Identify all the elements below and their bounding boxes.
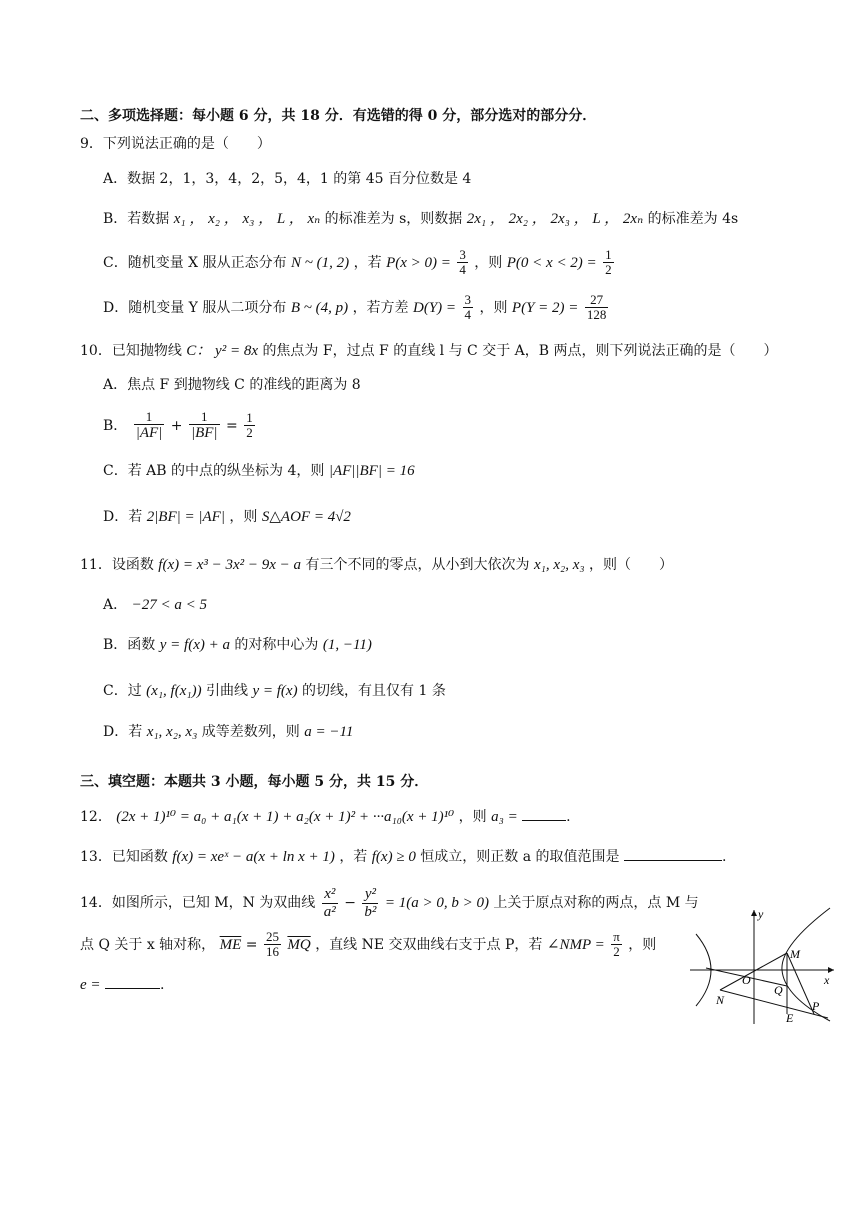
q9-option-c: C．随机变量 X 服从正态分布 N ~ (1, 2) ，若 P(x > 0) = $\frac{3}{4}$ ，则 P(0 < x < 2) = $\frac{1}{2}$ [103,247,612,278]
label-p: P [812,999,820,1013]
q9-option-b: B．若数据 x₁ ， x₂ ， x₃ ， L ， xₙ 的标准差为 s，则数据 2x₁ ， 2x₂ ， 2x₃ ， L ， 2xₙ 的标准差为 4s [103,211,739,227]
section3-header: 三、填空题：本题共 3 小题，每小题 5 分，共 15 分． [80,774,429,790]
q10-option-a: A．焦点 F 到抛物线 C 的准线的距离为 8 [103,377,361,393]
q14-line1: 14．如图所示，已知 M，N 为双曲线 $\frac{\text{x²}}{\text{a²}}$ − $\frac{\text{y²}}{\text{b²}}$ = 1(a > 0, b > 0) 上关于原点对称的两点，点 M 与 [80,886,699,920]
q11-option-c: C．过 (x₁, f(x₁)) 引曲线 y = f(x) 的切线，有且仅有 1 条 [103,683,446,699]
q14-line3: e = . [80,977,165,993]
label-o: O [742,973,751,987]
hyperbola-right-branch [782,908,830,1021]
section2-header: 二、多项选择题：每小题 6 分，共 18 分．有选错的得 0 分，部分选对的部分分． [80,108,597,124]
label-y: y [758,907,764,921]
label-x: x [824,973,830,987]
q10-option-d: D．若 2|BF| = |AF| ，则 S△AOF = 4√2 [103,509,351,525]
label-q: Q [774,983,783,997]
q10-stem: 10．已知抛物线 C： y² = 8x 的焦点为 F，过点 F 的直线 l 与 C 交于 A，B 两点，则下列说法正确的是（ ） [80,343,778,359]
label-e: E [786,1011,794,1025]
line-mp [787,953,814,1014]
q12-answer-blank[interactable] [522,820,566,821]
q11-option-b: B．函数 y = f(x) + a 的对称中心为 (1, −11) [103,637,372,653]
label-m: M [790,947,800,961]
q11-stem: 11．设函数 f(x) = x³ − 3x² − 9x − a 有三个不同的零点，从小到大依次为 x₁, x₂, x₃ ，则（ ） [80,557,674,573]
q14-answer-blank[interactable] [105,988,160,989]
q12: 12． (2x + 1)¹⁰ = a₀ + a₁(x + 1) + a₂(x + 1)² + ···a₁₀(x + 1)¹⁰ ，则 a₃ = . [80,809,571,825]
q9-stem: 9．下列说法正确的是（ ） [80,136,271,152]
q9-option-d: D．随机变量 Y 服从二项分布 B ~ (4, p) ，若方差 D(Y) = $\frac{3}{4}$ ，则 P(Y = 2) = $\frac{27}{128}$ [103,292,607,323]
y-axis-arrow [751,910,757,916]
q10-option-b: B． $\frac{1}{|AF|}$ + $\frac{1}{|BF|}$ = $\frac{1}{2}$ [103,409,253,442]
hyperbola-figure [690,906,840,1026]
q11-option-d: D．若 x₁, x₂, x₃ 成等差数列，则 a = −11 [103,724,354,740]
q14-line2: 点 Q 关于 x 轴对称， $\overline{ME}$ = $\frac{25}{16}$ $\overline{MQ}$ ，直线 NE 交双曲线右支于点 P，若 ∠NMP = $\frac{\pi}{2}$ ，则 [80,929,657,960]
label-n: N [716,993,725,1007]
q10-option-c: C．若 AB 的中点的纵坐标为 4，则 |AF||BF| = 16 [103,463,415,479]
q13: 13．已知函数 f(x) = xeˣ − a(x + ln x + 1) ，若 f(x) ≥ 0 恒成立，则正数 a 的取值范围是 . [80,849,727,865]
q9-option-a: A．数据 2，1，3，4，2，5，4，1 的第 45 百分位数是 4 [103,171,472,187]
q13-answer-blank[interactable] [624,860,722,861]
q11-option-a: A． −27 < a < 5 [103,597,207,613]
